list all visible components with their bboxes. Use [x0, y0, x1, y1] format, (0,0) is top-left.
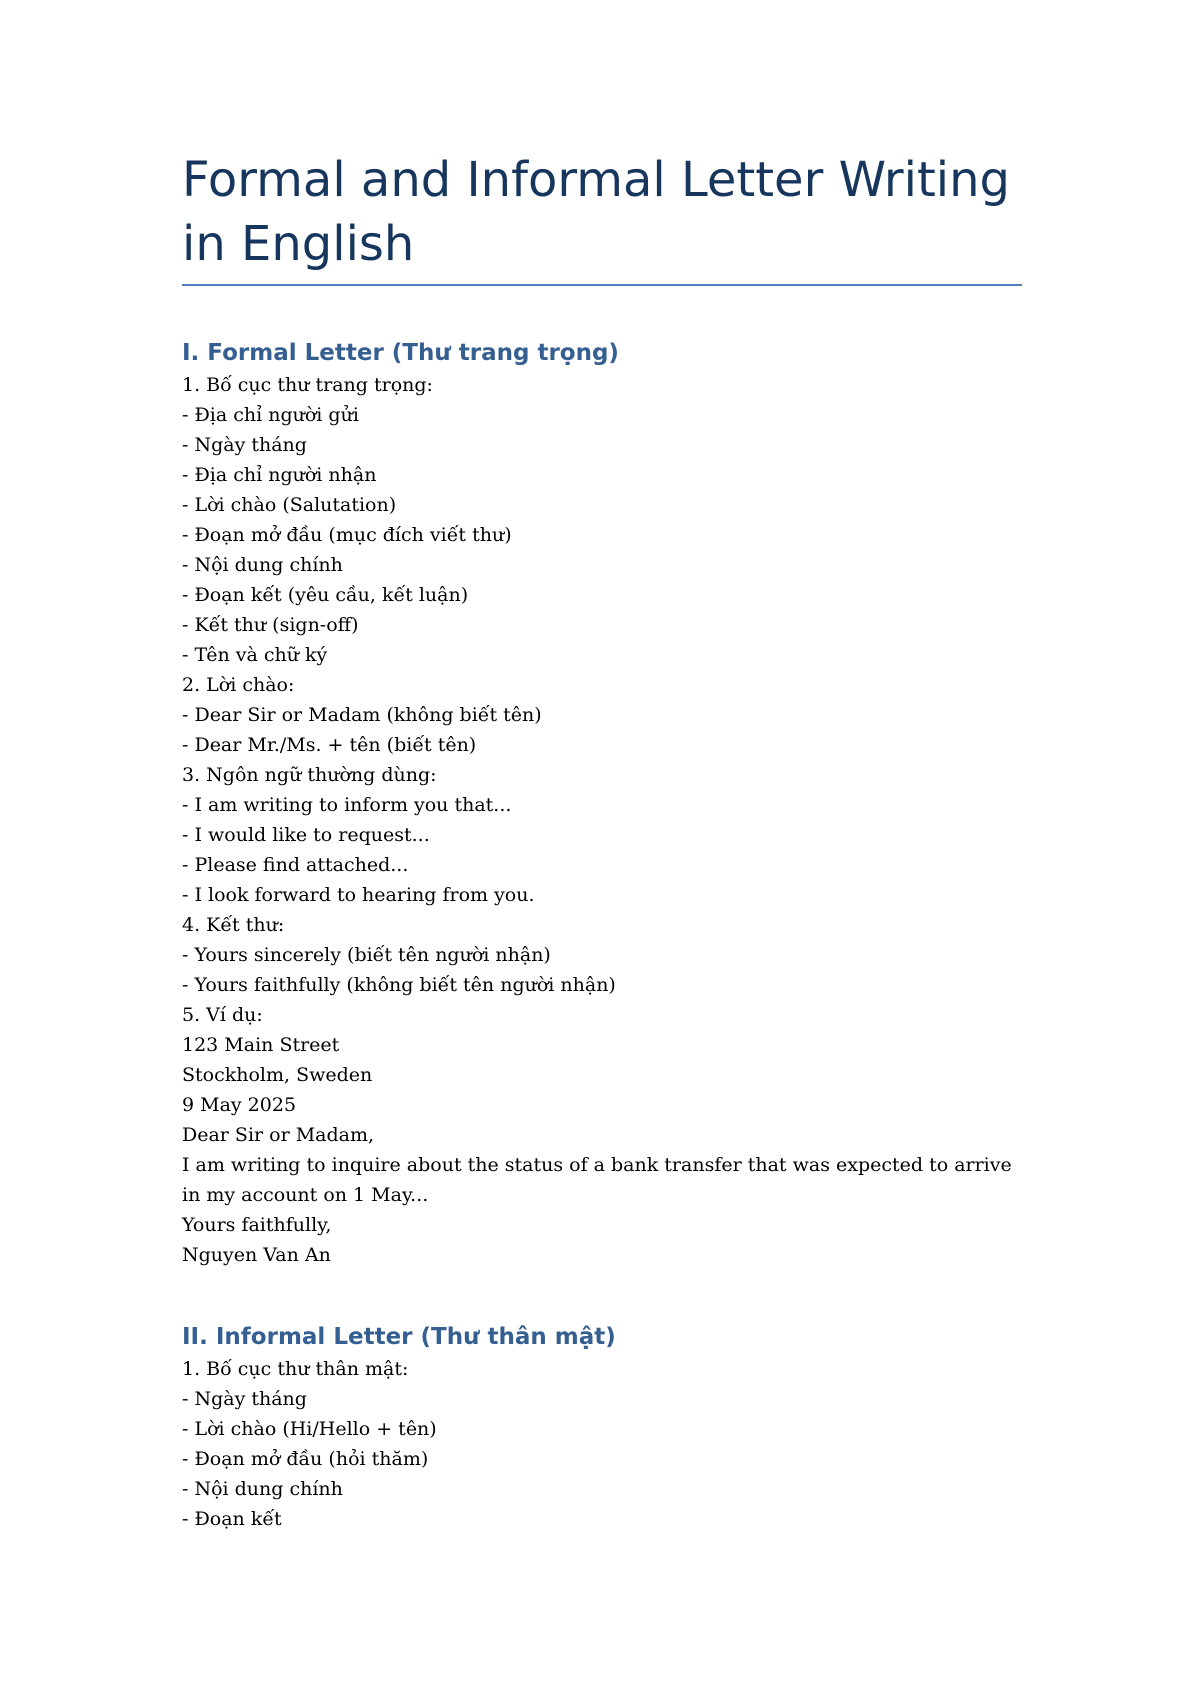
example-signoff-line: Yours faithfully,: [182, 1214, 332, 1236]
example-body-paragraph: I am writing to inquire about the status of a bank transfer that was expected to arrive in my account on 1 May...: [182, 1154, 1012, 1206]
section-formal-letter: [182, 338, 1022, 1270]
section-heading-informal: II. Informal Letter (Thư thân mật): [182, 1324, 616, 1350]
example-salutation-line: Dear Sir or Madam,: [182, 1124, 375, 1146]
document-title: Formal and Informal Letter Writing in English: [182, 148, 1022, 286]
section-informal-letter: [182, 1322, 1022, 1534]
body-line: - Đoạn kết: [182, 1508, 282, 1530]
body-line: - Tên và chữ ký: [182, 644, 328, 666]
body-line: - Yours sincerely (biết tên người nhận): [182, 944, 551, 966]
body-line: 1. Bố cục thư trang trọng:: [182, 374, 433, 396]
body-line: 1. Bố cục thư thân mật:: [182, 1358, 409, 1380]
body-line: - Please find attached...: [182, 854, 409, 876]
body-line: - I look forward to hearing from you.: [182, 884, 535, 906]
body-line: - Ngày tháng: [182, 1388, 307, 1410]
body-line: - Nội dung chính: [182, 554, 343, 576]
body-line: 3. Ngôn ngữ thường dùng:: [182, 764, 437, 786]
example-address-line: Stockholm, Sweden: [182, 1064, 373, 1086]
body-line: - Đoạn mở đầu (mục đích viết thư): [182, 524, 512, 546]
body-line: - Đoạn kết (yêu cầu, kết luận): [182, 584, 469, 606]
example-signature-line: Nguyen Van An: [182, 1244, 331, 1266]
body-line: - I am writing to inform you that...: [182, 794, 512, 816]
body-line: - Kết thư (sign-off): [182, 614, 359, 636]
example-address-line: 123 Main Street: [182, 1034, 340, 1056]
section-heading-formal: I. Formal Letter (Thư trang trọng): [182, 340, 619, 366]
body-line: - Lời chào (Salutation): [182, 494, 397, 516]
body-line: - I would like to request...: [182, 824, 430, 846]
body-line: - Lời chào (Hi/Hello + tên): [182, 1418, 437, 1440]
body-line: - Địa chỉ người nhận: [182, 464, 377, 486]
body-line: - Yours faithfully (không biết tên người nhận): [182, 974, 616, 996]
body-line: - Ngày tháng: [182, 434, 307, 456]
example-date-line: 9 May 2025: [182, 1094, 297, 1116]
body-line: - Nội dung chính: [182, 1478, 343, 1500]
body-line: - Địa chỉ người gửi: [182, 404, 359, 426]
section-body-informal: [182, 1354, 1022, 1534]
body-line: 5. Ví dụ:: [182, 1004, 263, 1026]
document-page: [182, 148, 1022, 1534]
section-body-formal: [182, 370, 1022, 1270]
body-line: - Dear Mr./Ms. + tên (biết tên): [182, 734, 477, 756]
body-line: - Dear Sir or Madam (không biết tên): [182, 704, 542, 726]
body-line: 2. Lời chào:: [182, 674, 295, 696]
body-line: 4. Kết thư:: [182, 914, 285, 936]
body-line: - Đoạn mở đầu (hỏi thăm): [182, 1448, 429, 1470]
